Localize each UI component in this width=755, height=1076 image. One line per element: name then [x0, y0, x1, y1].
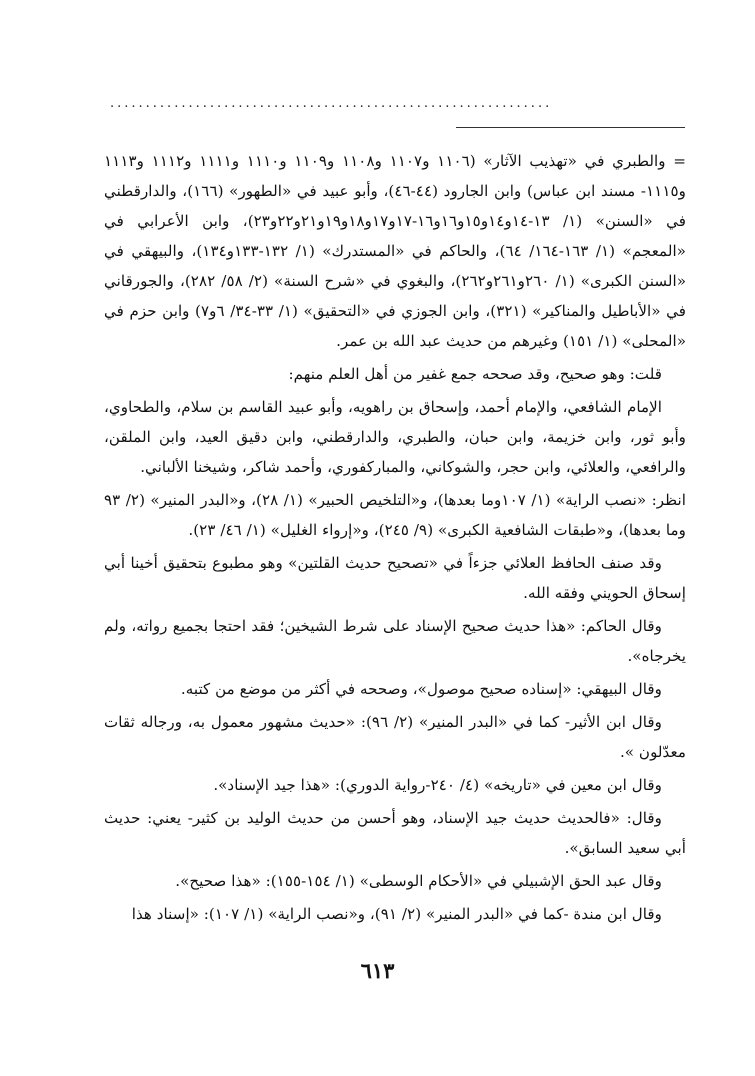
bayhaqi-paragraph: وقال البيهقي: «إسناده صحيح موصول»، وصححه في أكثر من موضع من كتبه.	[180, 680, 662, 698]
page-number: ٦١٣	[360, 958, 395, 983]
footnote-rule	[456, 127, 685, 128]
qultu-paragraph: قلت: وهو صحيح، وقد صححه جمع غفير من أهل العلم منهم:	[288, 365, 662, 383]
footnote-separator-dots: ..............................................................	[110, 96, 553, 111]
wa-qala-paragraph: وقال: «فالحديث حديث جيد الإسناد، وهو أحسن من حديث الوليد بن كثير- يعني: حديث أبي سعيد السابق».	[104, 809, 686, 857]
page-body	[104, 146, 686, 932]
ibn-athir-paragraph: وقال ابن الأثير- كما في «البدر المنير» (٢/ ٩٦): «حديث مشهور معمول به، ورجاله ثقات معدّلون ».	[104, 713, 686, 761]
scholars-list-paragraph: الإمام الشافعي، والإمام أحمد، وإسحاق بن راهويه، وأبو عبيد القاسم بن سلام، والطحاوي، وأبو ثور، وابن خزيمة، وابن حبان، والطبري، والدارقطني، وابن دقيق العيد، وابن الملقن، والرافعي، والعلائي، وابن حجر، والشوكاني، والمباركفوري، وأحمد شاكر، وشيخنا الألباني.	[104, 398, 686, 476]
ibn-main-paragraph: وقال ابن معين في «تاريخه» (٤/ ٢٤٠-رواية الدوري): «هذا جيد الإسناد».	[213, 776, 662, 794]
references-paragraph: انظر: «نصب الراية» (١/ ١٠٧وما بعدها)، و«التلخيص الحبير» (١/ ٢٨)، و«البدر المنير» (٢/ ٩٣ وما بعدها)، و«طبقات الشافعية الكبرى» (٩/ ٢٤٥)، و«إرواء الغليل» (١/ ٤٦/ ٢٣).	[104, 491, 686, 539]
hakim-paragraph: وقال الحاكم: «هذا حديث صحيح الإسناد على شرط الشيخين؛ فقد احتجا بجميع رواته، ولم يخرجاه».	[104, 617, 686, 665]
footnote-continuation-paragraph: = والطبري في «تهذيب الآثار» (١١٠٦ و١١٠٧ و١١٠٨ و١١٠٩ و١١١٠ و١١١١ و١١١٢ و١١١٣ و١١١٥- مسند ابن عباس) وابن الجارود (٤٤-٤٦)، وأبو عبيد في «الطهور» (١٦٦)، والدارقطني في «السنن» (١/ ١٣-١٤و١٤و١٥و١٦و١٦-١٧و١٧و١٨و١٩و٢١و٢٢و٢٣)، وابن الأعرابي في «المعجم» (١/ ١٦٣-١٦٤/ ٦٤)، والحاكم في «المستدرك» (١/ ١٣٢-١٣٣و١٣٤)، والبيهقي في «السنن الكبرى» (١/ ٢٦٠و٢٦١و٢٦٢)، والبغوي في «شرح السنة» (٢/ ٥٨/ ٢٨٢)، والجورقاني في «الأباطيل والمناكير» (٣٢١)، وابن الجوزي في «التحقيق» (١/ ٣٣-٣٤/ ٦و٧) وابن حزم في «المحلى» (١/ ١٥١) وغيرهم من حديث عبد الله بن عمر.	[104, 152, 687, 350]
abdulhaq-paragraph: وقال عبد الحق الإشبيلي في «الأحكام الوسطى» (١/ ١٥٤-١٥٥): «هذا صحيح».	[175, 872, 662, 890]
alalai-paragraph: وقد صنف الحافظ العلائي جزءاً في «تصحيح حديث القلتين» وهو مطبوع بتحقيق أخينا أبي إسحاق الحويني وفقه الله.	[104, 554, 686, 602]
ibn-mandah-paragraph: وقال ابن مندة -كما في «البدر المنير» (٢/ ٩١)، و«نصب الراية» (١/ ١٠٧): «إسناد هذا	[131, 905, 662, 923]
